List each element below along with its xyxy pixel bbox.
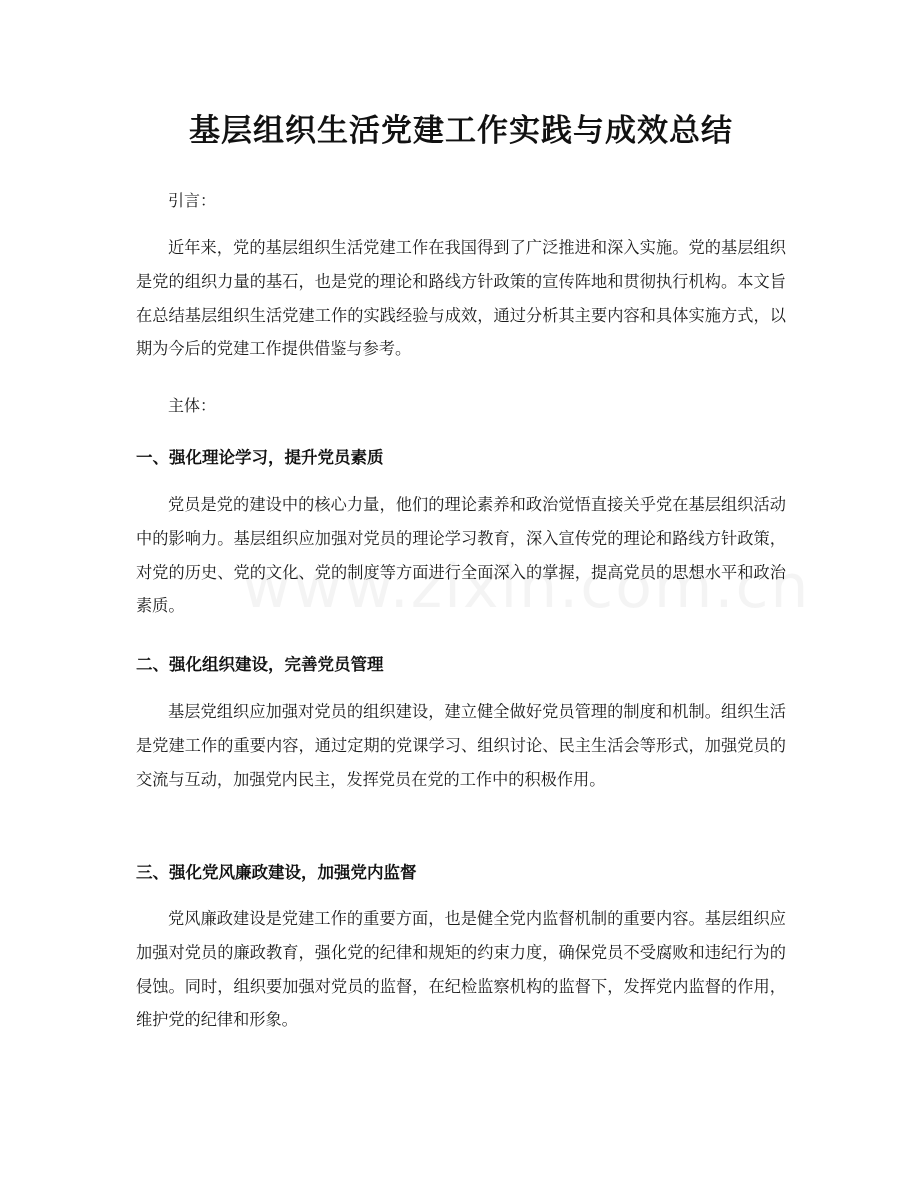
section-heading-1: 一、强化理论学习，提升党员素质	[136, 448, 384, 467]
section-paragraph-2: 基层党组织应加强对党员的组织建设，建立健全做好党员管理的制度和机制。组织生活是党建工作的重要内容，通过定期的党课学习、组织讨论、民主生活会等形式，加强党员的交流与互动，加强党内民主，发挥党员在党的工作中的积极作用。	[136, 702, 786, 789]
section-paragraph-3: 党风廉政建设是党建工作的重要方面，也是健全党内监督机制的重要内容。基层组织应加强对党员的廉政教育，强化党的纪律和规矩的约束力度，确保党员不受腐败和违纪行为的侵蚀。同时，组织要加强对党员的监督，在纪检监察机构的监督下，发挥党内监督的作用，维护党的纪律和形象。	[136, 909, 786, 1030]
section-heading-3: 三、强化党风廉政建设，加强党内监督	[136, 863, 417, 882]
intro-label: 引言：	[168, 191, 217, 210]
section-paragraph-1: 党员是党的建设中的核心力量，他们的理论素养和政治觉悟直接关乎党在基层组织活动中的影响力。基层组织应加强对党员的理论学习教育，深入宣传党的理论和路线方针政策，对党的历史、党的文化、党的制度等方面进行全面深入的掌握，提高党员的思想水平和政治素质。	[136, 495, 786, 616]
main-label: 主体：	[168, 396, 217, 415]
intro-paragraph: 近年来，党的基层组织生活党建工作在我国得到了广泛推进和深入实施。党的基层组织是党的组织力量的基石，也是党的理论和路线方针政策的宣传阵地和贯彻执行机构。本文旨在总结基层组织生活党建工作的实践经验与成效，通过分析其主要内容和具体实施方式，以期为今后的党建工作提供借鉴与参考。	[136, 238, 786, 359]
section-heading-2: 二、强化组织建设，完善党员管理	[136, 655, 384, 674]
document-title: 基层组织生活党建工作实践与成效总结	[189, 113, 733, 149]
